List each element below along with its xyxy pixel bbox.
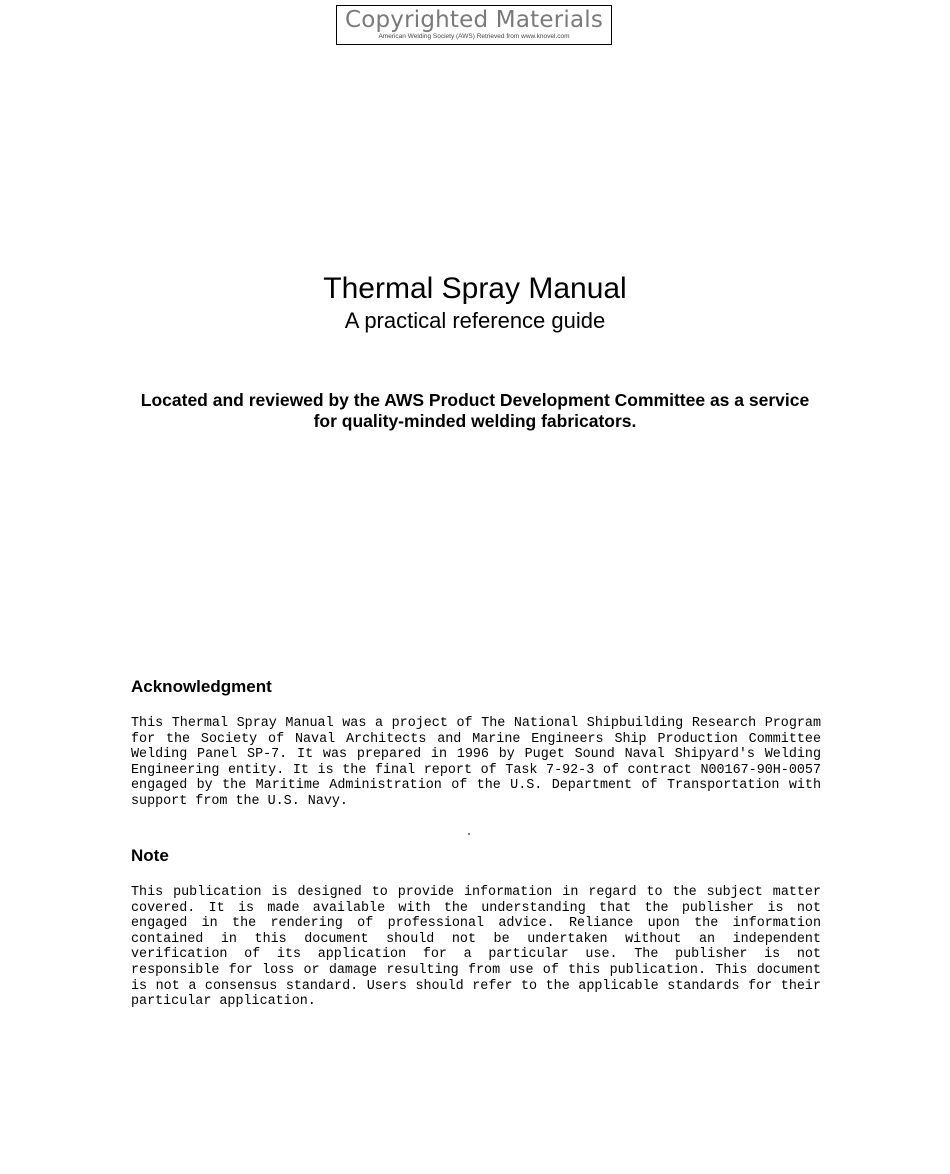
stamp-title: Copyrighted Materials [344,7,604,33]
acknowledgment-paragraph: This Thermal Spray Manual was a project of The National Shipbuilding Research Program for the Society of Naval Architects and Marine Engineers Ship Production Committee Welding Panel SP-7. It was prepared in 1996 by Puget Sound Naval Shipyard's Welding Engineering entity. It is the final report of Task 7-92-3 of contract N00167-90H-0057 engaged by the Maritime Administration of the U.S. Department of Transportation with support from the U.S. Navy. [131,716,821,809]
document-subtitle: A practical reference guide [344,308,606,333]
copyright-stamp [336,5,612,45]
scan-speck [468,833,470,835]
note-paragraph: This publication is designed to provide information in regard to the subject matter covered. It is made available with the understanding that the publisher is not engaged in the rendering of professional advice. Reliance upon the information contained in this document should not be undertaken without an independent verification of its application for a particular use. The publisher is not responsible for loss or damage resulting from use of this publication. This document is not a consensus standard. Users should refer to the applicable standards for their particular application. [131,885,821,1010]
note-heading: Note [131,846,169,865]
document-title: Thermal Spray Manual [323,272,627,305]
acknowledgment-heading: Acknowledgment [131,677,272,696]
review-statement: Located and reviewed by the AWS Product Development Committee as a service for quality-minded welding fabricators. [140,390,810,431]
stamp-subtitle: American Welding Society (AWS) Retrieved from www.knovel.com [378,33,570,40]
